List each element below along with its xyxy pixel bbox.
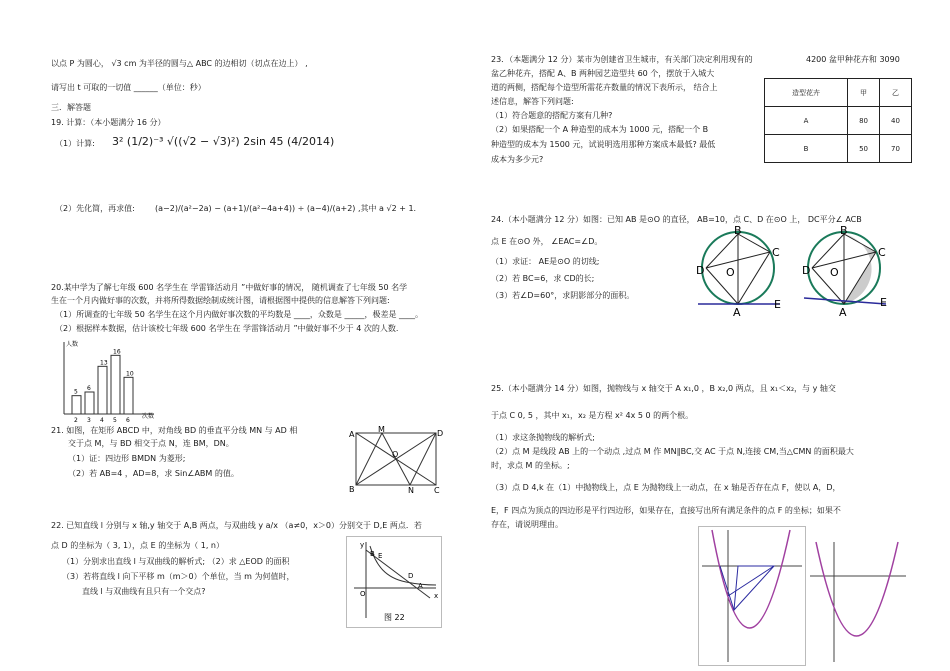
- question-23: 盆乙种花卉，搭配 A、B 两种园艺造型共 60 个，摆放于入城大: [491, 69, 715, 78]
- label-a: A: [349, 430, 355, 439]
- label-d: D: [802, 264, 811, 277]
- question-25: 于点 C 0, 5 ，其中 x₁，x₂ 是方程 x² 4x 5 0 的两个根。: [491, 411, 694, 420]
- bar: [111, 355, 120, 414]
- circle-figure-2: [800, 226, 900, 318]
- x-axis-label: 次数: [142, 413, 155, 420]
- label-a: A: [418, 582, 423, 590]
- label-e: E: [378, 552, 383, 560]
- label-o: O: [726, 266, 735, 279]
- label-c: C: [772, 246, 780, 259]
- question-19-1-expr: 3² (1/2)⁻³ √((√2 − √3)²) 2sin 45 (4/2014): [112, 135, 335, 148]
- table-cell: 50: [848, 135, 880, 163]
- label-c: C: [434, 486, 440, 495]
- question-25-3: （3）点 D 4,k 在（1）中抛物线上，点 E 为抛物线上一动点，在 x 轴是否存在点 F，使以 A，D，: [491, 483, 841, 492]
- x-tick-label: 6: [126, 417, 130, 424]
- bar: [124, 377, 133, 414]
- question-22-3: （3）若将直线 l 向下平移 m（m＞0）个单位，当 m 为何值时，: [62, 572, 295, 581]
- question-24-3: （3）若∠D=60°，求阴影部分的面积。: [491, 291, 635, 300]
- x-tick-label: 3: [87, 417, 91, 424]
- label-n: N: [408, 486, 414, 495]
- question-24-1: （1）求证： AE是⊙O 的切线;: [491, 257, 600, 266]
- parabola-figure-1: [698, 526, 806, 666]
- bar-chart: [50, 338, 162, 424]
- bar-value-label: 6: [87, 385, 91, 392]
- label-x: x: [434, 592, 439, 600]
- label-c: C: [878, 246, 886, 259]
- question-19-1: （1）计算:: [55, 139, 95, 148]
- question-25-3: 存在，请说明理由。: [491, 520, 563, 529]
- question-21: 交于点 M，与 BD 相交于点 N，连 BM，DN。: [68, 439, 234, 448]
- question-23: 述信息，解答下列问题:: [491, 97, 574, 106]
- question-20-1: （1）所调查的七年级 50 名学生在这个月内做好事次数的平均数是 ____，众数是 _____，极差是 ____。: [55, 310, 423, 319]
- question-20: 生在一个月内做好事的次数，并将所得数据绘制成统计图，请根据图中提供的信息解答下列问题:: [51, 296, 390, 305]
- question-21-1: （1）证：四边形 BMDN 为菱形;: [68, 454, 186, 463]
- label-e: E: [880, 296, 887, 309]
- question-24: 点 E 在⊙O 外， ∠EAC=∠D。: [491, 237, 603, 246]
- rectangle-figure: [346, 425, 446, 495]
- y-axis-label: 人数: [66, 341, 79, 348]
- label-d: D: [696, 264, 705, 277]
- question-24: 24.（本小题满分 12 分）如图：已知 AB 是⊙O 的直径， AB=10，点 C、D 在⊙O 上， DC平分∠ ACB: [491, 215, 862, 224]
- label-o: O: [392, 450, 399, 459]
- question-20: 20.某中学为了解七年级 600 名学生在 学雷锋活动月 ”中做好事的情况， 随机调查了七年级 50 名学: [51, 283, 408, 292]
- label-a: A: [839, 306, 847, 318]
- label-b: B: [840, 226, 848, 237]
- bar: [72, 396, 81, 414]
- table-header: 造型花卉: [765, 79, 848, 107]
- table-header: 乙: [880, 79, 912, 107]
- question-25-1: （1）求这条抛物线的解析式;: [491, 433, 595, 442]
- question-19: 19. 计算：（本小题满分 16 分）: [51, 118, 166, 127]
- text-line: 请写出 t 可取的一切值 ______（单位：秒）: [51, 83, 206, 92]
- question-23: 23．（本题满分 12 分）某市为创建省卫生城市，有关部门决定利用现有的: [491, 55, 753, 64]
- question-19-2: （2）先化简，再求值:: [55, 204, 135, 213]
- label-b: B: [734, 226, 742, 237]
- question-22: 点 D 的坐标为（ 3, 1），点 E 的坐标为（ 1, n）: [51, 541, 224, 550]
- label-d: D: [437, 429, 444, 438]
- bar-value-label: 10: [126, 370, 134, 378]
- question-21-2: （2）若 AB=4 ，AD=8，求 Sin∠ABM 的值。: [68, 469, 239, 478]
- circle-figure-1: [694, 226, 794, 318]
- label-a: A: [733, 306, 741, 318]
- question-21: 21. 如图，在矩形 ABCD 中，对角线 BD 的垂直平分线 MN 与 AD 相: [51, 426, 298, 435]
- table-header: 甲: [848, 79, 880, 107]
- text-line: 以点 P 为圆心， √3 cm 为半径的圆与△ ABC 的边相切（切点在边上） ,: [51, 59, 308, 68]
- question-23-2: 种造型的成本为 1500 元，试说明选用那种方案成本最低? 最低: [491, 140, 716, 149]
- label-o: O: [360, 590, 366, 598]
- label-o: O: [830, 266, 839, 279]
- question-25-2: （2）点 M 是线段 AB 上的一个动点 ,过点 M 作 MN∥BC,交 AC 于点 N,连接 CM,当△CMN 的面积最大: [491, 447, 854, 456]
- question-20-2: （2）根据样本数据，估计该校七年级 600 名学生在 学雷锋活动月 ”中做好事不少于 4 次的人数.: [55, 324, 399, 333]
- x-tick-label: 5: [113, 417, 117, 424]
- question-22-1: （1）分别求出直线 l 与双曲线的解析式; （2）求 △EOD 的面积: [62, 557, 290, 566]
- x-tick-label: 4: [100, 417, 104, 424]
- label-b: B: [370, 550, 375, 558]
- label-e: E: [774, 298, 781, 311]
- bar-value-label: 16: [113, 348, 121, 356]
- flower-table: [764, 78, 912, 163]
- table-cell: B: [765, 135, 848, 163]
- question-24-2: （2）若 BC=6，求 CD的长;: [491, 274, 595, 283]
- question-25-3: E，F 四点为顶点的四边形是平行四边形，如果存在，直接写出所有满足条件的点 F 的坐标；如果不: [491, 506, 841, 515]
- figure-22: [346, 536, 442, 628]
- bar: [85, 392, 94, 414]
- table-cell: A: [765, 107, 848, 135]
- parabola-figure-2: [808, 540, 908, 665]
- figure-caption: 图 22: [384, 613, 405, 622]
- section-title: 三．解答题: [51, 103, 91, 112]
- label-d: D: [408, 572, 414, 580]
- question-22: 22. 已知直线 l 分别与 x 轴,y 轴交于 A,B 两点，与双曲线 y a/x （a≠0，x＞0）分别交于 D,E 两点．若: [51, 521, 422, 530]
- question-25: 25.（本小题满分 14 分）如图，抛物线与 x 轴交于 A x₁,0 ，B x₂,0 两点，且 x₁＜x₂，与 y 轴交: [491, 384, 836, 393]
- question-23-2: （2）如果搭配一个 A 种造型的成本为 1000 元，搭配一个 B: [491, 125, 709, 134]
- question-23: 道的两侧，搭配每个造型所需花卉数量的情况下表所示， 结合上: [491, 83, 718, 92]
- question-23-1: （1）符合题意的搭配方案有几种?: [491, 111, 613, 120]
- question-25-2: 时，求点 M 的坐标。;: [491, 461, 570, 470]
- label-y: y: [360, 541, 365, 549]
- question-23-2: 成本为多少元?: [491, 155, 544, 164]
- label-b: B: [349, 485, 355, 494]
- table-cell: 80: [848, 107, 880, 135]
- question-22-3: 直线 l 与双曲线有且只有一个交点?: [82, 587, 206, 596]
- x-tick-label: 2: [74, 417, 78, 424]
- table-cell: 40: [880, 107, 912, 135]
- bar-value-label: 13: [100, 359, 108, 367]
- question-23: 4200 盆甲种花卉和 3090: [806, 55, 900, 64]
- bar-value-label: 5: [74, 388, 78, 396]
- label-m: M: [378, 425, 385, 434]
- bar: [98, 366, 107, 414]
- table-cell: 70: [880, 135, 912, 163]
- question-19-2-expr: (a−2)/(a²−2a) − (a+1)/(a²−4a+4)) ÷ (a−4)/(a+2) ,其中 a √2 + 1.: [155, 204, 417, 213]
